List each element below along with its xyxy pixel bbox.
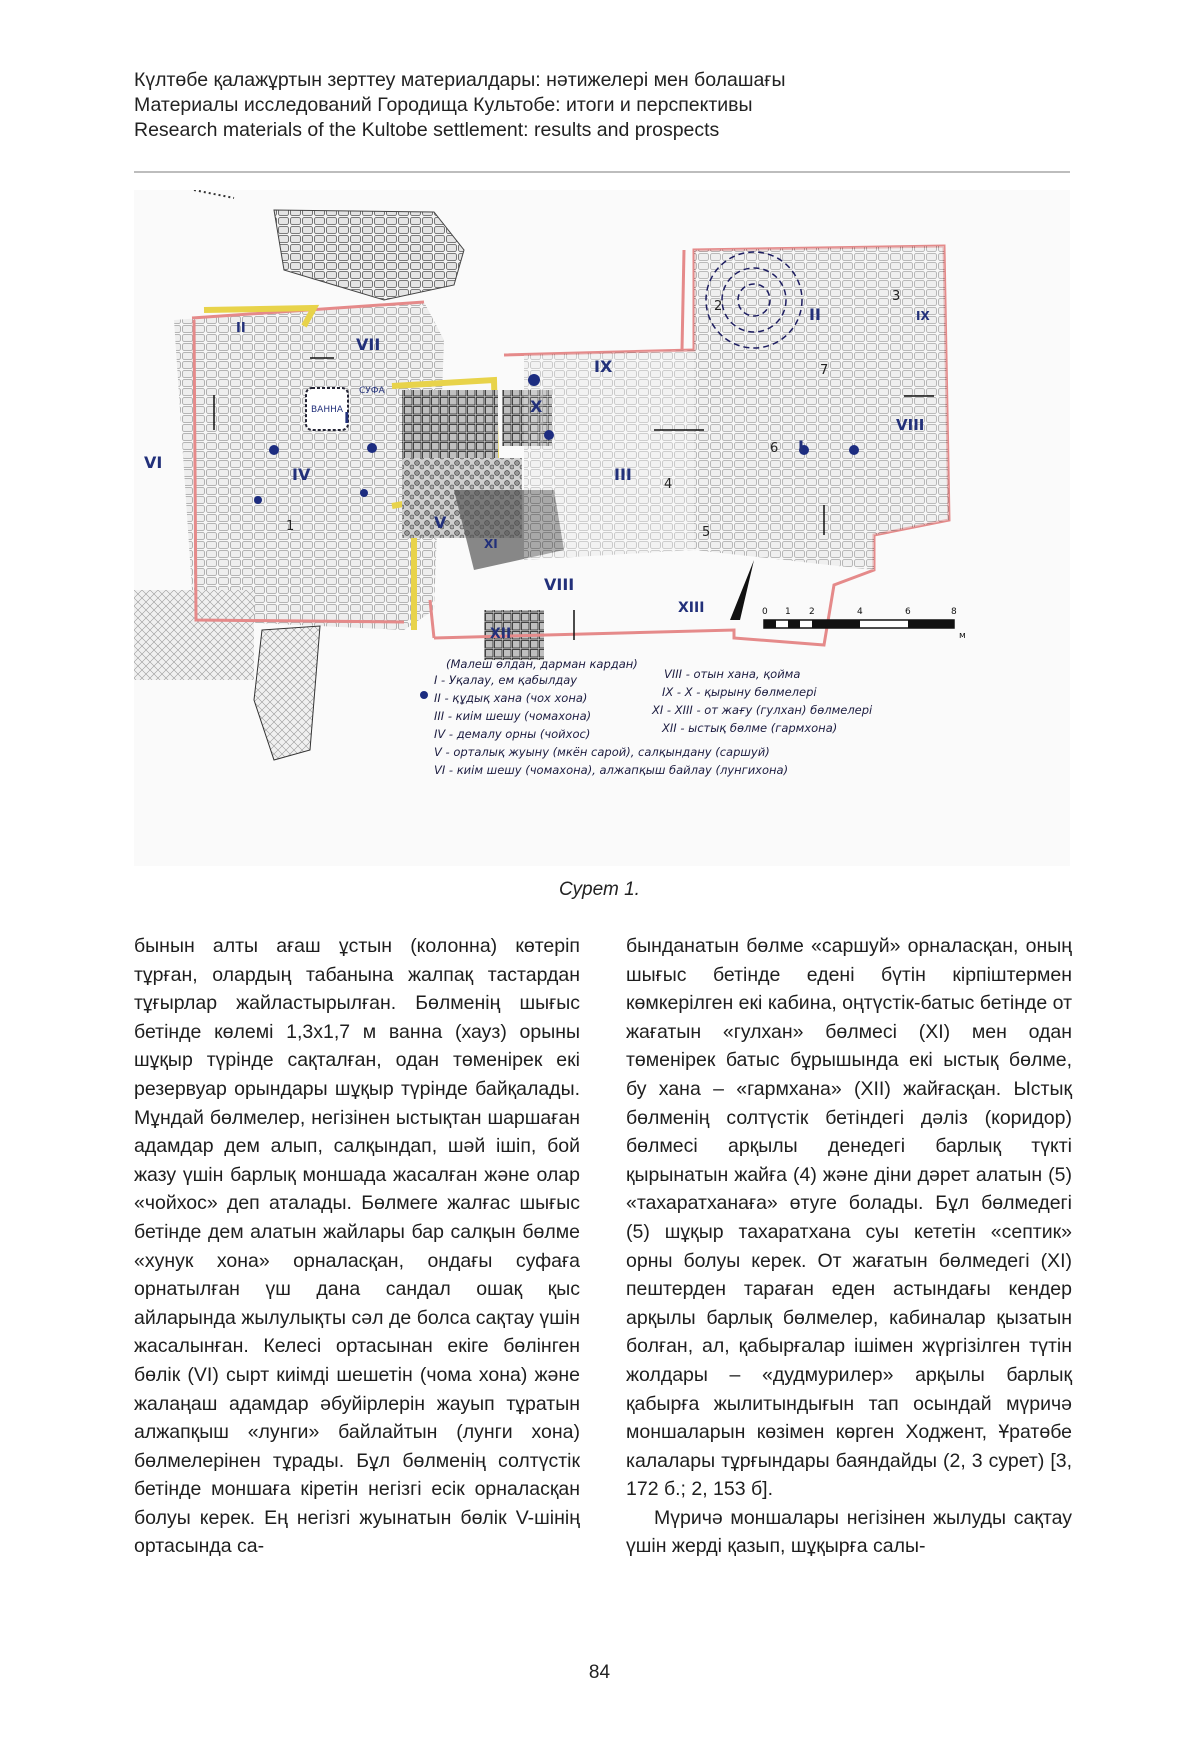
brick-floor-1 — [402, 390, 498, 458]
page-number: 84 — [588, 1662, 611, 1683]
number-label-4: 4 — [664, 477, 673, 492]
scale-tick-6: 6 — [905, 607, 911, 617]
rubble-mound — [274, 210, 464, 300]
scale-unit: м — [959, 631, 966, 641]
legend-line-5: V - орталық жуыну (мкён сарой), салқындану (саршуй) — [434, 745, 770, 759]
scale-tick-4: 4 — [857, 607, 863, 617]
room-label-ii-left: II — [236, 321, 246, 336]
legend-line-1: I - Уқалау, ем қабылдау — [434, 673, 578, 687]
sufa-label: СУФА — [359, 386, 385, 396]
number-label-3: 3 — [892, 289, 901, 304]
number-label-5: 5 — [702, 525, 711, 540]
header-line-english: Research materials of the Kultobe settlement: results and prospects — [134, 119, 720, 141]
header-line-russian: Материалы исследований Городища Культобе: итоги и перспективы — [134, 94, 753, 116]
north-arrow — [730, 560, 754, 620]
running-header — [134, 68, 1074, 143]
scale-tick-1: 1 — [785, 607, 791, 617]
legend-line-7: VIII - отын хана, қойма — [664, 667, 801, 681]
room-label-i-left: I — [344, 409, 350, 427]
room-label-xii: XII — [490, 626, 512, 642]
legend-line-10: XII - ыстық бөлме (гармхона) — [662, 721, 838, 735]
number-label-1: 1 — [286, 519, 295, 534]
room-label-ix: IX — [594, 357, 613, 376]
hatched-area-bottom — [254, 626, 320, 760]
legend-line-2: II - құдық хана (чох хона) — [434, 691, 588, 705]
room-label-viii-right: VIII — [896, 416, 925, 434]
legend-line-6: VI - киім шешу (чомахона), алжапқыш байлау (лунгихона) — [434, 763, 789, 777]
number-label-2: 2 — [714, 299, 723, 314]
room-label-xi: XI — [484, 537, 498, 551]
figure-caption: Сурет 1. — [559, 879, 640, 900]
room-label-x: X — [530, 397, 543, 416]
room-label-vii: VII — [356, 335, 381, 354]
right-block-stones — [694, 246, 949, 570]
paragraph-right-2: Мүричә моншалары негізінен жылуды сақтау үшін жерді қазып, шұқырға салы- — [626, 1506, 1072, 1558]
number-label-6: 6 — [770, 441, 779, 456]
room-label-iii: III — [614, 465, 632, 484]
scale-tick-2: 2 — [809, 607, 815, 617]
site-plan-drawing — [134, 190, 1070, 866]
legend-line-9: XI - XIII - от жағу (гулхан) бөлмелері — [652, 703, 873, 717]
handwritten-legend — [434, 657, 873, 777]
legend-line-8: IX - X - қырыну бөлмелері — [662, 685, 817, 699]
room-label-vi: VI — [144, 453, 163, 472]
scale-tick-8: 8 — [951, 607, 957, 617]
legend-line-4: IV - демалу орны (чойхос) — [434, 727, 591, 741]
header-line-kazakh: Күлтөбе қалажұртын зерттеу материалдары: нәтижелері мен болашағы — [134, 69, 786, 91]
room-label-v: V — [434, 513, 447, 532]
site-plan-figure — [134, 190, 1070, 866]
header-divider — [134, 171, 1070, 173]
text-column-left — [134, 932, 580, 1561]
number-label-7: 7 — [820, 363, 829, 378]
scale-tick-0: 0 — [762, 607, 768, 617]
bath-label: ВАННА — [310, 405, 344, 415]
hatched-area-left — [134, 590, 254, 680]
room-label-iv: IV — [292, 465, 311, 484]
room-label-viii: VIII — [544, 575, 575, 594]
scale-bar — [762, 607, 966, 641]
legend-line-0: (Малеш өлдан, дарман кардан) — [446, 657, 638, 671]
paragraph-left: бынын алты ағаш ұстын (колонна) көтеріп тұрған, олардың табанына жалпақ тастардан тұғырлар жайластырылған. Бөлменің шығыс бетінде көлемі 1,3х1,7 м ванна (хауз) орыны шұқыр түрінде сақталған, одан төменірек екі резервуар орындары шұқыр түрінде байқалады. Мұндай бөлмелер, негізінен ыстықтан шаршаған адамдар дем алып, салқындап, шәй ішіп, бой жазу үшін барлық моншада жасалған және олар «чойхос» деп аталады. Бөлмеге жалғас шығыс бетінде дем алатын жайлары бар салқын бөлме «хунук хона» орналасқан, ондағы суфаға орнатылған үш дана сандал ошақ қыс айларында жылулықты сәл де болса сақтау үшін жасалынған. Келесі ортасынан екіге бөлінген бөлік (VI) сырт киімді шешетін (чома хона) және жалаңаш адамдар әбуйірлерін жауып тұратын алжапқыш «лунги» байлайтын (лунги хона) бөлмелерінен тұрады. Бұл бөлменің солтүстік бетінде моншаға кіретін негізгі есік орналасқан болуы керек. Ең негізгі жуынатын бөлік V-шінің ортасында са- — [134, 935, 580, 1558]
arc-mark — [194, 190, 234, 198]
paragraph-right-1: бынданатын бөлме «саршуй» орналасқан, оның шығыс бетінде едені бүтін кірпіштермен көмкерілген екі кабина, оңтүстік-батыс бетінде от жағатын «гулхан» бөлмесі (XI) мен одан төменірек батыс бұрышында екі ыстық бөлме, бу хана – «гармхана» (XII) жайғасқан. Ыстық бөлменің солтүстік бетіндегі дәліз (коридор) бөлмесі арқылы денедегі барлық түкті қырынатын жайға (4) және діни дәрет алатын (5) «тахаратханаға» өтуге болады. Бұл бөлмедегі (5) шұқыр тахаратхана суы кететін «септик» орны болуы керек. От жағатын бөлмедегі (XI) пештерден тараған еден астындағы кендер арқылы барлық бөлмелер, кабиналар қызатын болған, ал, қабырғалар ішімен жүргізілген түтін жолдары – «дудмурилер» арқылы барлық қабырға жылитындығын тап осындай мүричә моншаларын көзімен көрген Ходжент, Ұратөбе калалары тұрғындары баяндайды (2, 3 сурет) [3, 172 б.; 2, 153 б]. — [626, 935, 1072, 1501]
middle-block-stones — [524, 350, 694, 560]
room-label-ii-right: II — [809, 305, 821, 324]
legend-line-3: III - киім шешу (чомахона) — [434, 709, 592, 723]
room-label-i-right: I — [798, 437, 804, 456]
room-label-xiii: XIII — [678, 600, 705, 616]
room-label-ix-right: IX — [916, 309, 930, 323]
text-column-right — [626, 932, 1072, 1561]
